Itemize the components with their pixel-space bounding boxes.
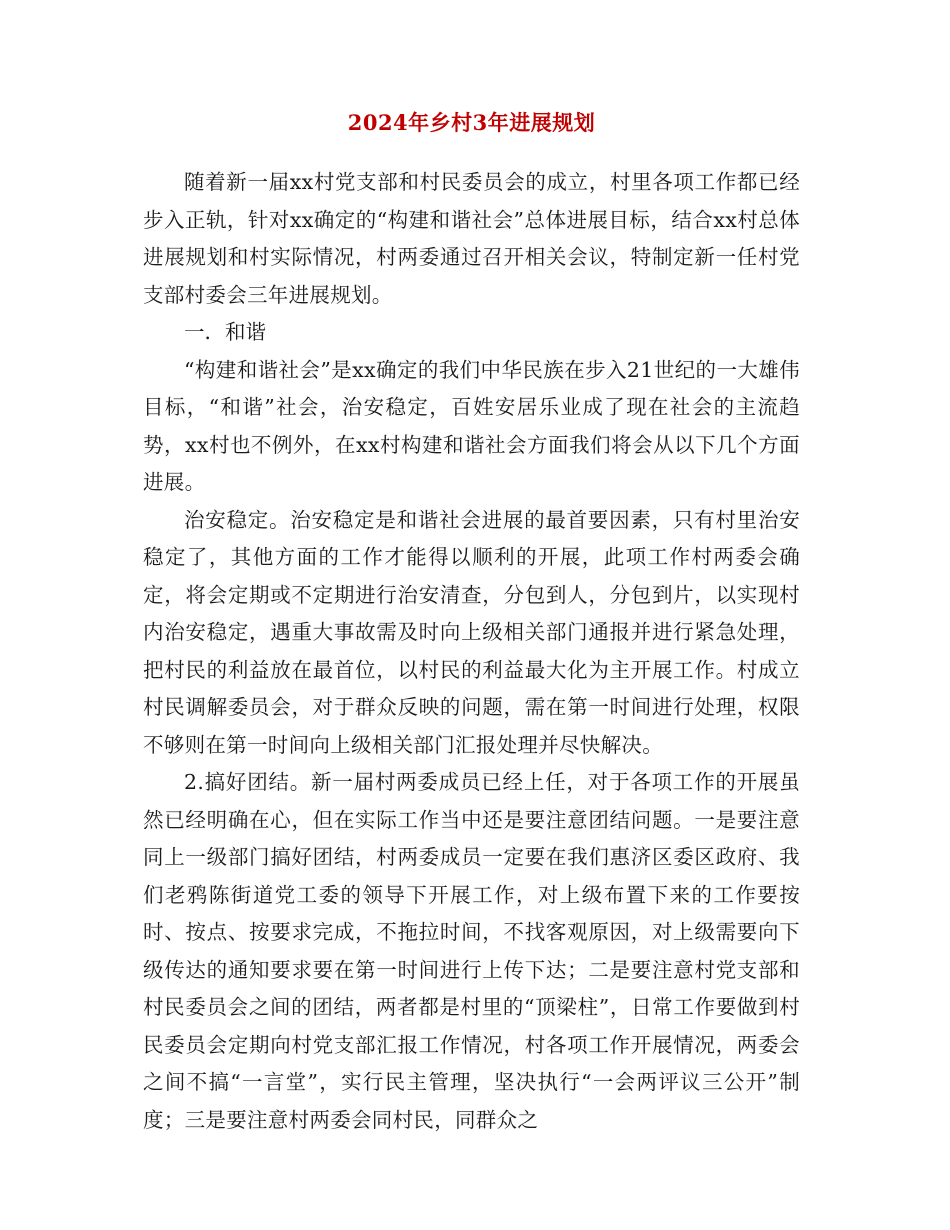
section-heading-harmony: 一．和谐 — [184, 320, 266, 344]
item-unity-paragraph: 2.搞好团结。新一届村两委成员已经上任，对于各项工作的开展虽然已经明确在心，但在实际工作当中还是要注意团结问题。一是要注意同上一级部门搞好团结，村两委成员一定要在我们惠济区委区政府、我们老鸦陈街道党工委的领导下开展工作，对上级布置下来的工作要按时、按点、按要求完成，不拖拉时间，不找客观原因，对上级需要向下级传达的通知要求要在第一时间进行上传下达；二是要注意村党支部和村民委员会之间的团结，两者都是村里的“顶梁柱”，日常工作要做到村民委员会定期向村党支部汇报工作情况，村各项工作开展情况，两委会之间不搞“一言堂”，实行民主管理，坚决执行“一会两评议三公开”制度；三是要注意村两委会同村民，同群众之 — [143, 770, 800, 1132]
item-public-security-paragraph: 治安稳定。治安稳定是和谐社会进展的最首要因素，只有村里治安稳定了，其他方面的工作才能得以顺利的开展，此项工作村两委会确定，将会定期或不定期进行治安清查，分包到人，分包到片，以实现村内治安稳定，遇重大事故需及时向上级相关部门通报并进行紧急处理，把村民的利益放在最首位，以村民的利益最大化为主开展工作。村成立村民调解委员会，对于群众反映的问题，需在第一时间进行处理，权限不够则在第一时间向上级相关部门汇报处理并尽快解决。 — [143, 507, 800, 757]
section-intro-paragraph: “构建和谐社会”是xx确定的我们中华民族在步入21世纪的一大雄伟目标，“和谐”社会，治安稳定，百姓安居乐业成了现在社会的主流趋势，xx村也不例外，在xx村构建和谐社会方面我们将会从以下几个方面进展。 — [143, 357, 800, 494]
intro-paragraph: 随着新一届xx村党支部和村民委员会的成立，村里各项工作都已经步入正轨，针对xx确定的“构建和谐社会”总体进展目标，结合xx村总体进展规划和村实际情况，村两委通过召开相关会议，特制定新一任村党支部村委会三年进展规划。 — [143, 170, 800, 307]
document-title: 2024年乡村3年进展规划 — [347, 110, 596, 135]
